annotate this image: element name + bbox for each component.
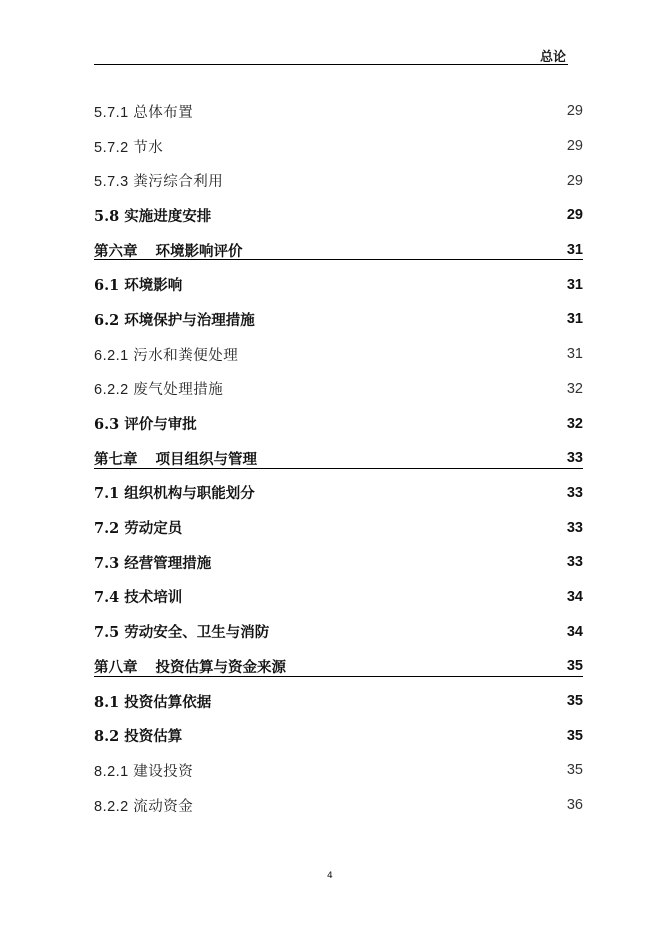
toc-page-number: 29 [566, 207, 583, 224]
toc-section-entry[interactable] [94, 267, 583, 302]
toc-page-number: 31 [566, 346, 583, 363]
toc-page-number: 29 [566, 172, 583, 189]
toc-section-entry[interactable] [94, 198, 583, 233]
toc-page-number: 33 [566, 484, 583, 501]
toc-entry-label: 6.3 评价与审批 [94, 416, 197, 434]
header-rule [94, 64, 568, 65]
toc-sub-entry[interactable] [94, 94, 583, 129]
toc-entry-label: 7.2 劳动定员 [94, 520, 183, 538]
toc-section-entry[interactable] [94, 718, 583, 753]
toc-page-number: 33 [566, 519, 583, 536]
toc-sub-entry[interactable] [94, 163, 583, 198]
toc-chapter-label [94, 240, 243, 261]
toc-section-entry[interactable] [94, 614, 583, 649]
toc-chapter-label [94, 448, 257, 469]
toc-entry-label: 8.2.1 建设投资 [94, 763, 194, 780]
toc-page-number: 34 [566, 588, 583, 605]
toc-page-number: 32 [566, 380, 583, 397]
footer-page-number: 4 [327, 871, 333, 881]
toc-entry-label: 6.2.2 废气处理措施 [94, 382, 224, 399]
toc-page-number: 35 [566, 693, 583, 710]
toc-entry-label: 8.2 投资估算 [94, 728, 183, 746]
toc-page-number: 32 [566, 415, 583, 432]
toc-section-entry[interactable] [94, 580, 583, 615]
toc-chapter-entry[interactable] [94, 441, 583, 476]
toc-entry-label: 5.8 实施进度安排 [94, 207, 212, 225]
toc-page-number: 33 [566, 450, 583, 467]
toc-entry-label: 8.1 投资估算依据 [94, 693, 212, 711]
toc-entry-label: 8.2.2 流动资金 [94, 798, 194, 815]
toc-chapter-label [94, 656, 286, 677]
toc-sub-entry[interactable] [94, 129, 583, 164]
toc-page-number: 35 [566, 727, 583, 744]
toc-entry-label: 7.1 组织机构与职能划分 [94, 485, 255, 503]
toc-page-number: 35 [566, 658, 583, 675]
toc-entry-label: 6.1 环境影响 [94, 277, 183, 295]
toc-page-number: 33 [566, 554, 583, 571]
toc-chapter-entry[interactable] [94, 233, 583, 268]
toc-chapter-title: 投资估算与资金来源 [155, 658, 286, 676]
toc-sub-entry[interactable] [94, 337, 583, 372]
toc-page-number: 35 [566, 762, 583, 779]
toc-section-entry[interactable] [94, 510, 583, 545]
toc-chapter-title: 环境影响评价 [155, 242, 243, 260]
toc-sub-entry[interactable] [94, 372, 583, 407]
toc-entry-label: 6.2.1 污水和粪便处理 [94, 347, 239, 364]
toc-page-number: 31 [566, 242, 583, 259]
toc-chapter-number: 第八章 [94, 658, 138, 676]
toc-chapter-entry[interactable] [94, 649, 583, 684]
toc-entry-label: 5.7.2 节水 [94, 139, 164, 156]
toc-section-entry[interactable] [94, 684, 583, 719]
toc-chapter-number: 第六章 [94, 242, 138, 260]
toc-chapter-title: 项目组织与管理 [155, 450, 257, 468]
toc-page-number: 31 [566, 311, 583, 328]
toc-entry-label: 7.4 技术培训 [94, 589, 183, 607]
toc-chapter-number: 第七章 [94, 450, 138, 468]
toc-section-entry[interactable] [94, 406, 583, 441]
toc-entry-label: 7.5 劳动安全、卫生与消防 [94, 624, 270, 642]
toc-page-number: 29 [566, 103, 583, 120]
toc-section-entry[interactable] [94, 545, 583, 580]
table-of-contents [94, 94, 583, 822]
running-header-title: 总论 [540, 50, 567, 65]
toc-entry-label: 6.2 环境保护与治理措施 [94, 311, 255, 329]
toc-page-number: 36 [566, 797, 583, 814]
toc-page-number: 31 [566, 276, 583, 293]
toc-sub-entry[interactable] [94, 788, 583, 823]
toc-page-number: 29 [566, 138, 583, 155]
toc-entry-label: 5.7.1 总体布置 [94, 104, 194, 121]
toc-entry-label: 5.7.3 粪污综合利用 [94, 174, 224, 191]
toc-section-entry[interactable] [94, 302, 583, 337]
toc-page-number: 34 [566, 623, 583, 640]
toc-sub-entry[interactable] [94, 753, 583, 788]
toc-section-entry[interactable] [94, 476, 583, 511]
toc-entry-label: 7.3 经营管理措施 [94, 554, 212, 572]
